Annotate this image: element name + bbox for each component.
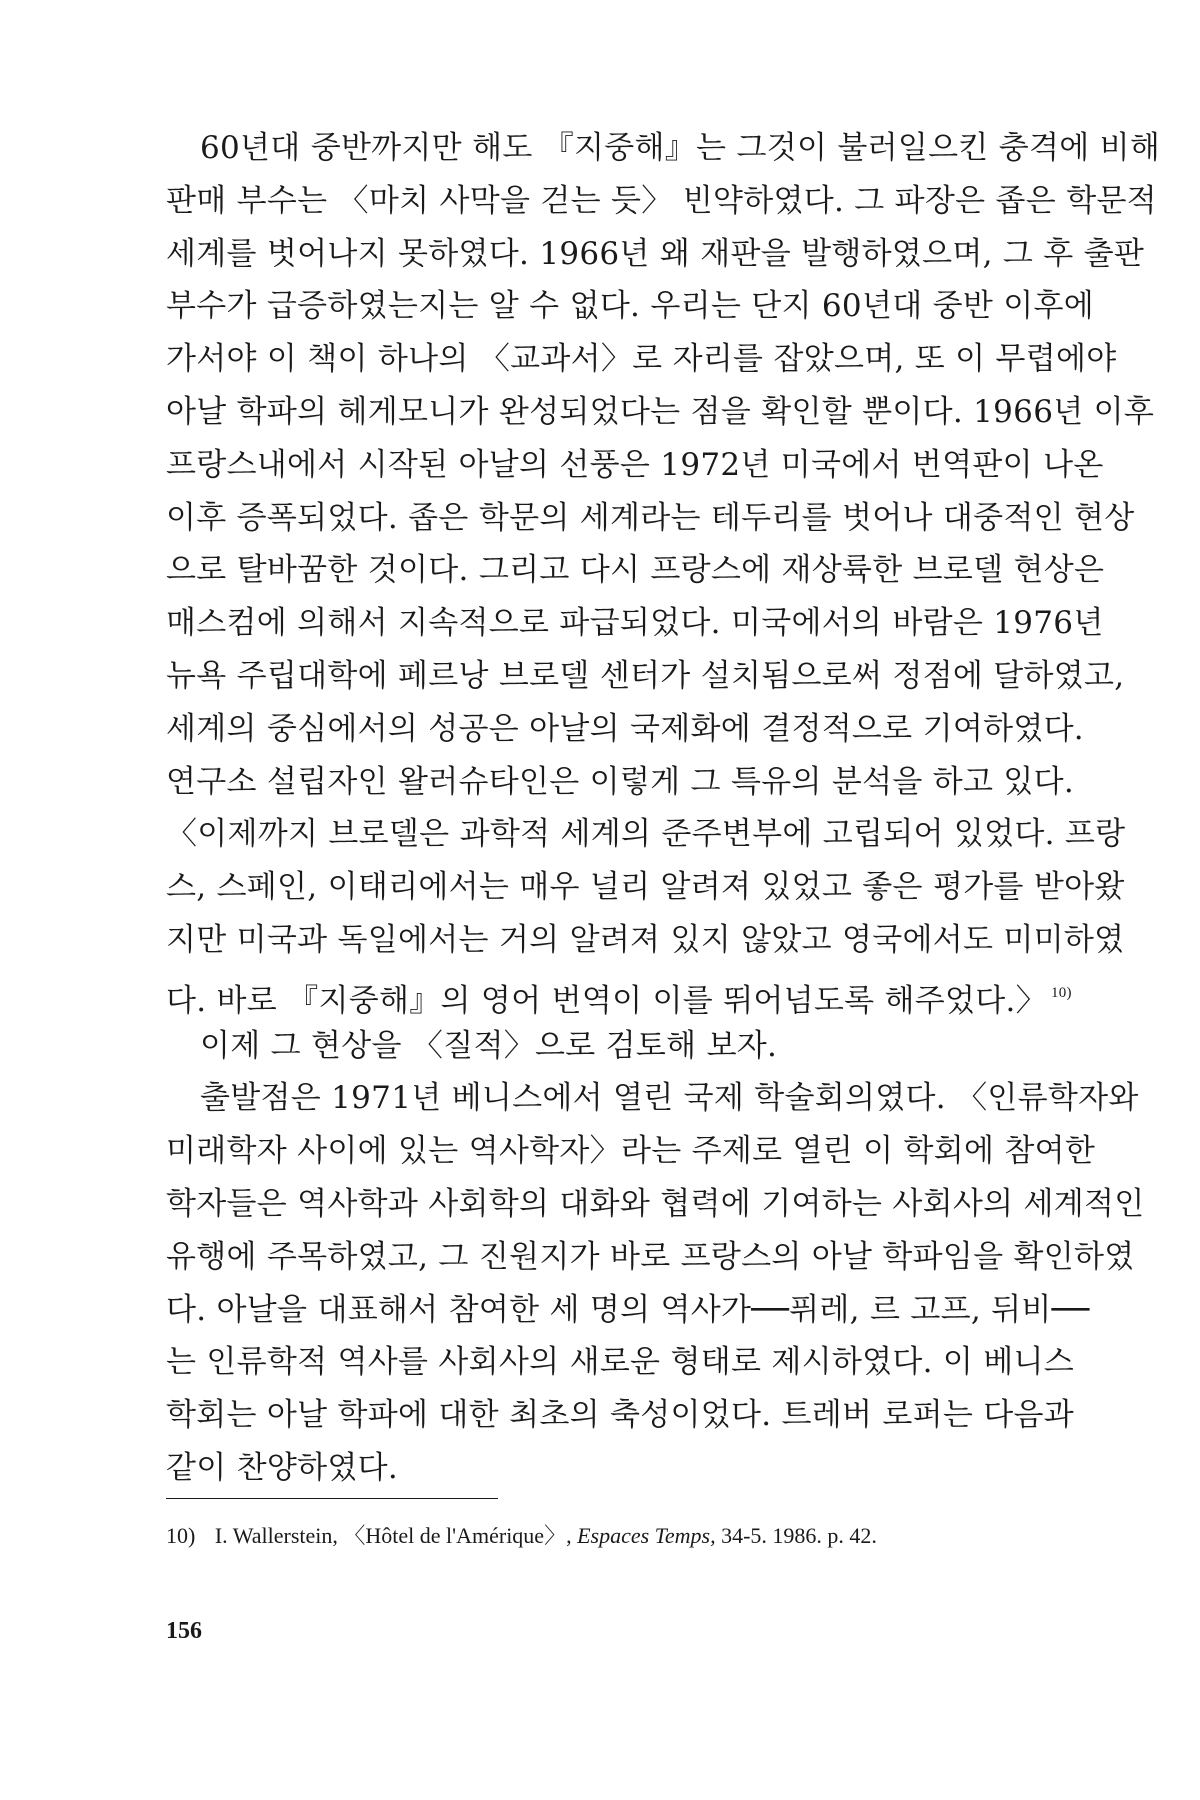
text-line: 지만 미국과 독일에서는 거의 알려져 있지 않았고 영국에서도 미미하였 xyxy=(166,921,1125,958)
footnote-reference-marker[interactable]: 10) xyxy=(1050,984,1072,1001)
text-line: 판매 부수는 〈마치 사막을 걷는 듯〉 빈약하였다. 그 파장은 좁은 학문적 xyxy=(166,182,1157,219)
text-line: 프랑스내에서 시작된 아날의 선풍은 1972년 미국에서 번역판이 나온 xyxy=(166,446,1104,483)
text-line: 세계의 중심에서의 성공은 아날의 국제화에 결정적으로 기여하였다. xyxy=(166,710,1084,747)
text-line: 부수가 급증하였는지는 알 수 없다. 우리는 단지 60년대 중반 이후에 xyxy=(166,288,1094,325)
text-line: 스, 스페인, 이태리에서는 매우 널리 알려져 있었고 좋은 평가를 받아왔 xyxy=(166,869,1125,906)
text-line-with-footnote xyxy=(166,967,1072,1020)
text-line-content: 다. 바로 『지중해』의 영어 번역이 이를 뛰어넘도록 해주었다.〉 xyxy=(166,982,1047,1019)
text-line: 이제 그 현상을 〈질적〉으로 검토해 보자. xyxy=(200,1027,778,1064)
footnote-details: 34-5. 1986. p. 42. xyxy=(721,1523,877,1548)
text-line: 학회는 아날 학파에 대한 최초의 축성이었다. 트레버 로퍼는 다음과 xyxy=(166,1397,1075,1434)
text-line: 60년대 중반까지만 해도 『지중해』는 그것이 불러일으킨 충격에 비해 xyxy=(200,130,1161,166)
footnote xyxy=(166,1520,1028,1552)
page-number: 156 xyxy=(166,1618,202,1644)
footnote-number: 10) xyxy=(166,1523,196,1548)
text-line: 이후 증폭되었다. 좁은 학문의 세계라는 테두리를 벗어나 대중적인 현상 xyxy=(166,499,1135,536)
footnote-article-title: 〈Hôtel de l'Amérique〉, xyxy=(343,1523,572,1548)
text-line: 는 인류학적 역사를 사회사의 새로운 형태로 제시하였다. 이 베니스 xyxy=(166,1344,1075,1381)
text-line: 세계를 벗어나지 못하였다. 1966년 왜 재판을 발행하였으며, 그 후 출판 xyxy=(166,235,1145,272)
text-line: 뉴욕 주립대학에 페르낭 브로델 센터가 설치됨으로써 정점에 달하였고, xyxy=(166,657,1125,694)
text-line: 학자들은 역사학과 사회학의 대화와 협력에 기여하는 사회사의 세계적인 xyxy=(166,1185,1145,1222)
text-line: 가서야 이 책이 하나의 〈교과서〉로 자리를 잡았으며, 또 이 무렵에야 xyxy=(166,341,1117,378)
text-line: 같이 찬양하였다. xyxy=(166,1449,399,1486)
text-line: 유행에 주목하였고, 그 진원지가 바로 프랑스의 아날 학파임을 확인하였 xyxy=(166,1238,1135,1275)
text-line: 〈이제까지 브로델은 과학적 세계의 준주변부에 고립되어 있었다. 프랑 xyxy=(166,816,1126,853)
text-line: 다. 아날을 대표해서 참여한 세 명의 역사가──퓌레, 르 고프, 뒤비── xyxy=(166,1291,1090,1328)
text-line: 출발점은 1971년 베니스에서 열린 국제 학술회의였다. 〈인류학자와 xyxy=(200,1080,1139,1117)
text-line: 아날 학파의 헤게모니가 완성되었다는 점을 확인할 뿐이다. 1966년 이후 xyxy=(166,393,1155,430)
text-line: 미래학자 사이에 있는 역사학자〉라는 주제로 열린 이 학회에 참여한 xyxy=(166,1133,1096,1170)
footnote-author: I. Wallerstein, xyxy=(214,1523,338,1548)
footnote-divider xyxy=(166,1498,498,1499)
footnote-journal: Espaces Temps, xyxy=(577,1523,716,1548)
body-text xyxy=(166,122,1161,1495)
text-line: 연구소 설립자인 왈러슈타인은 이렇게 그 특유의 분석을 하고 있다. xyxy=(166,763,1075,800)
text-line: 매스컴에 의해서 지속적으로 파급되었다. 미국에서의 바람은 1976년 xyxy=(166,605,1104,642)
text-line: 으로 탈바꿈한 것이다. 그리고 다시 프랑스에 재상륙한 브로델 현상은 xyxy=(166,552,1105,589)
